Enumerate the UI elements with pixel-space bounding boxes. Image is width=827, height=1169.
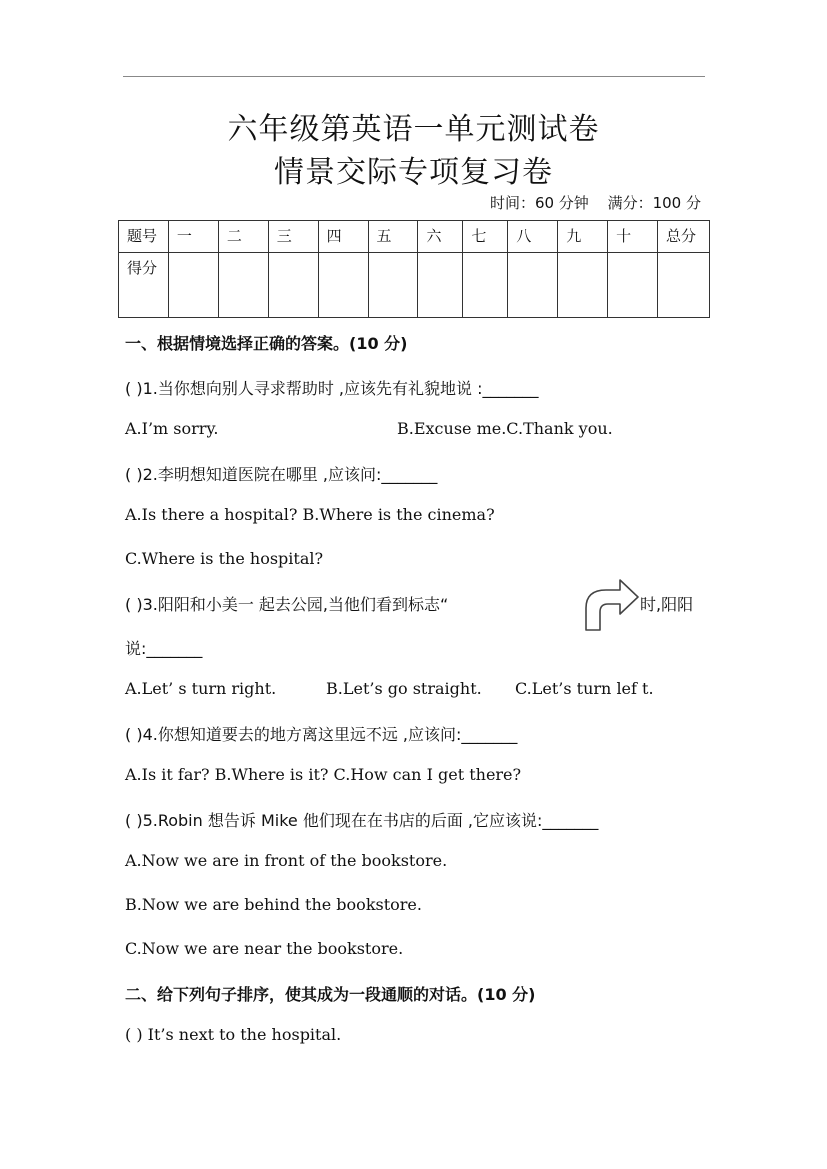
section1-heading: 一、根据情境选择正确的答案。(10 分): [125, 334, 408, 353]
score-table-header: 三: [268, 221, 318, 253]
q2-option-c: C.Where is the hospital?: [125, 549, 324, 568]
q5-option-c: C.Now we are near the bookstore.: [125, 939, 404, 958]
question-2: ( )2.李明想知道医院在哪里 ,应该问:_______: [125, 465, 438, 484]
top-rule: [123, 76, 705, 77]
q5-option-a: A.Now we are in front of the bookstore.: [125, 851, 448, 870]
score-cell[interactable]: [218, 253, 268, 318]
score-table-header: 题号: [119, 221, 169, 253]
question-3-tail: 时,阳阳: [640, 595, 694, 614]
score-table-header: 九: [558, 221, 608, 253]
exam-time: 时间：60 分钟: [489, 194, 589, 212]
score-table-header: 八: [508, 221, 558, 253]
score-table-header: 六: [418, 221, 463, 253]
question-3-cont: 说:_______: [125, 639, 203, 658]
score-table-header: 十: [608, 221, 658, 253]
score-cell[interactable]: [658, 253, 710, 318]
question-3: ( )3.阳阳和小美一 起去公园,当他们看到标志“: [125, 595, 449, 614]
q3-option-b: B.Let’s go straight.: [326, 679, 482, 698]
turn-right-arrow-icon: [584, 578, 640, 632]
score-table-header: 五: [368, 221, 418, 253]
score-cell[interactable]: [268, 253, 318, 318]
score-table-header: 二: [218, 221, 268, 253]
score-cell[interactable]: [608, 253, 658, 318]
score-cell[interactable]: [368, 253, 418, 318]
q3-option-c: C.Let’s turn lef t.: [515, 679, 654, 698]
section2-item-1: ( ) It’s next to the hospital.: [125, 1025, 342, 1044]
score-cell[interactable]: [418, 253, 463, 318]
score-cell[interactable]: [463, 253, 508, 318]
q3-option-a: A.Let’ s turn right.: [125, 679, 277, 698]
score-table-header: 一: [168, 221, 218, 253]
q4-options: A.Is it far? B.Where is it? C.How can I get there?: [125, 765, 522, 784]
section2-heading: 二、给下列句子排序，使其成为一段通顺的对话。(10 分): [125, 985, 536, 1004]
exam-full-score: 满分：100 分: [607, 194, 701, 212]
page-subtitle: 情景交际专项复习卷: [274, 155, 553, 190]
question-1: ( )1.当你想向别人寻求帮助时 ,应该先有礼貌地说 :_______: [125, 379, 539, 398]
score-table-header: 四: [318, 221, 368, 253]
score-cell[interactable]: [558, 253, 608, 318]
score-table-header: 七: [463, 221, 508, 253]
score-cell[interactable]: [318, 253, 368, 318]
score-cell[interactable]: [508, 253, 558, 318]
question-4: ( )4.你想知道要去的地方离这里远不远 ,应该问:_______: [125, 725, 518, 744]
q1-options-bc: B.Excuse me.C.Thank you.: [397, 419, 613, 438]
q2-options-ab: A.Is there a hospital? B.Where is the cinema?: [125, 505, 495, 524]
q5-option-b: B.Now we are behind the bookstore.: [125, 895, 422, 914]
score-row-label: 得分: [119, 253, 169, 318]
question-5: ( )5.Robin 想告诉 Mike 他们现在在书店的后面 ,它应该说:_______: [125, 811, 599, 830]
score-table: [118, 220, 710, 318]
exam-meta: [476, 192, 701, 213]
q1-option-a: A.I’m sorry.: [125, 419, 219, 438]
score-cell[interactable]: [168, 253, 218, 318]
score-table-header: 总分: [658, 221, 710, 253]
page-title: 六年级第英语一单元测试卷: [227, 112, 600, 147]
